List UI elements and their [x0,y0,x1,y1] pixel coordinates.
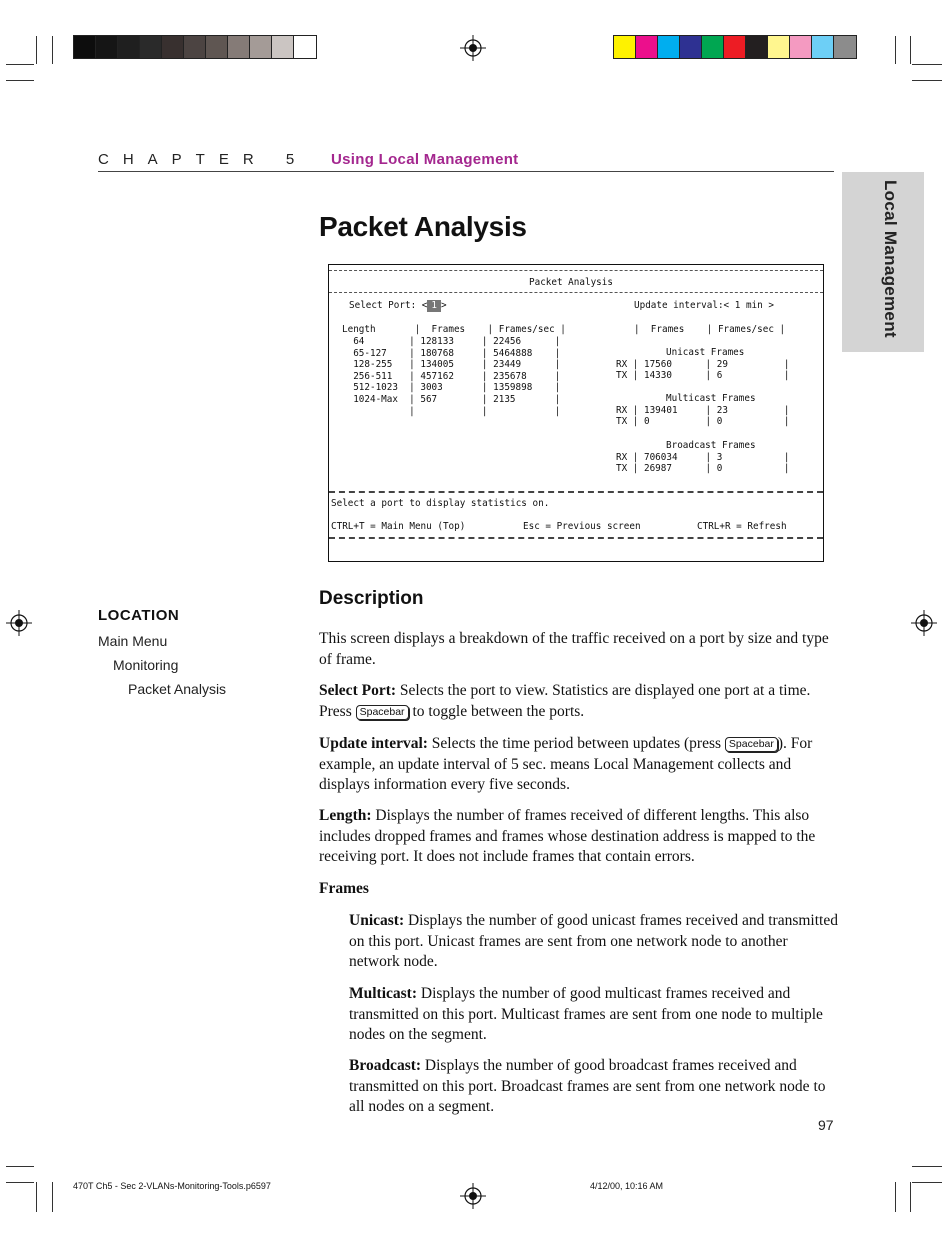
process-color-swatch [768,36,790,58]
process-color-swatch [746,36,768,58]
update-interval-field[interactable]: Update interval:< 1 min > [634,300,774,311]
hotkey-refresh[interactable]: CTRL+R = Refresh [697,521,787,532]
grayscale-swatch [272,36,294,58]
length-table-row: 256-511 | 457162 | 235678 | [342,370,561,382]
length-table-row: 512-1023 | 3003 | 1359898 | [342,382,561,394]
process-color-swatch [614,36,636,58]
page-title: Packet Analysis [319,211,527,242]
footer-date: 4/12/00, 10:16 AM [590,1181,664,1191]
side-tab-label: Local Management [881,180,900,338]
broadcast-tx-row: TX | 26987 | 0 | [616,463,790,474]
grayscale-swatch [228,36,250,58]
length-table-header: Length | Frames | Frames/sec | [342,324,566,335]
header-rule [98,171,834,172]
terminal-title: Packet Analysis [529,277,613,288]
process-color-bar [613,35,857,59]
terminal-screenshot [328,264,824,562]
location-item-packet-analysis: Packet Analysis [128,681,227,697]
hotkey-previous-screen[interactable]: Esc = Previous screen [523,521,641,532]
terminal-divider [329,270,823,271]
length-term: Length: [319,807,372,824]
broadcast-title: Broadcast Frames [666,440,756,451]
multicast-tx-row: TX | 0 | 0 | [616,416,790,427]
footer-filename: 470T Ch5 - Sec 2-VLANs-Monitoring-Tools.p6597 [73,1181,271,1191]
registration-mark-icon [6,610,32,636]
grayscale-swatch [74,36,96,58]
select-port-term: Select Port: [319,682,397,699]
intro-paragraph: This screen displays a breakdown of the traffic received on a port by size and type of frame. [319,630,829,668]
status-message: Select a port to display statistics on. [331,498,550,509]
location-item-monitoring: Monitoring [113,657,179,673]
multicast-paragraph: Multicast: Displays the number of good multicast frames received and transmitted on this port. Multicast frames are sent from one node to multiple nodes on the segment. [349,985,823,1043]
process-color-swatch [680,36,702,58]
frame-type-header: | Frames | Frames/sec | [634,324,786,335]
process-color-swatch [790,36,812,58]
page-number: 97 [818,1117,834,1133]
broadcast-paragraph: Broadcast: Displays the number of good broadcast frames received and transmitted on this port. Broadcast frames are sent from one network node to all nodes on a segment. [349,1057,826,1115]
spacebar-key-icon: Spacebar [356,705,409,720]
grayscale-color-bar [73,35,317,59]
terminal-divider [329,292,823,293]
description-heading: Description [319,588,424,609]
broadcast-rx-row: RX | 706034 | 3 | [616,452,790,463]
registration-mark-icon [460,35,486,61]
spacebar-key-icon: Spacebar [725,737,778,752]
hotkey-main-menu[interactable]: CTRL+T = Main Menu (Top) [331,521,466,532]
grayscale-swatch [162,36,184,58]
length-paragraph: Length: Displays the number of frames received of different lengths. This also includes dropped frames and frames whose destination address is mapped to the receiving port. It does not include frames that contain errors. [319,807,816,865]
grayscale-swatch [96,36,118,58]
location-title: LOCATION [98,607,180,624]
process-color-swatch [724,36,746,58]
multicast-rx-row: RX | 139401 | 23 | [616,405,790,416]
grayscale-swatch [250,36,272,58]
process-color-swatch [812,36,834,58]
unicast-rx-row: RX | 17560 | 29 | [616,359,790,370]
select-port-field[interactable] [349,300,447,312]
grayscale-swatch [294,36,316,58]
select-port-paragraph: Select Port: Selects the port to view. Statistics are displayed one port at a time. Press Spacebar to toggle between the ports. [319,682,811,720]
length-table-row: 64 | 128133 | 22456 | [342,336,561,347]
registration-mark-icon [911,610,937,636]
grayscale-swatch [184,36,206,58]
side-tab [842,172,924,352]
select-port-close: > [440,300,447,311]
select-port-value[interactable]: 1 [427,300,441,312]
update-interval-paragraph: Update interval: Selects the time period between updates (press Spacebar ). For example, an update interval of 5 sec. means Local Management collects and displays information every five seconds. [319,735,813,793]
chapter-title: Using Local Management [331,151,519,168]
broadcast-term: Broadcast: [349,1057,422,1074]
process-color-swatch [834,36,856,58]
select-port-label: Select Port: < [349,300,428,311]
registration-mark-icon [460,1183,486,1209]
frames-heading: Frames [319,880,369,897]
process-color-swatch [658,36,680,58]
terminal-divider [329,537,823,539]
length-table-row: 128-255 | 134005 | 23449 | [342,359,561,371]
unicast-tx-row: TX | 14330 | 6 | [616,370,790,381]
terminal-divider [329,491,823,493]
grayscale-swatch [118,36,140,58]
unicast-term: Unicast: [349,912,405,929]
length-table-row: 1024-Max | 567 | 2135 | [342,394,561,405]
multicast-term: Multicast: [349,985,418,1002]
update-interval-term: Update interval: [319,735,428,752]
process-color-swatch [702,36,724,58]
unicast-paragraph: Unicast: Displays the number of good unicast frames received and transmitted on this port. Unicast frames are sent from one network node to another network node. [349,912,838,970]
length-table-row: | | | [342,405,561,417]
process-color-swatch [636,36,658,58]
grayscale-swatch [140,36,162,58]
chapter-label: CHAPTER 5 [98,151,309,168]
unicast-title: Unicast Frames [666,347,745,358]
multicast-title: Multicast Frames [666,393,756,404]
location-item-main-menu: Main Menu [98,633,168,649]
length-table-row: 65-127 | 180768 | 5464888 | [342,347,561,359]
grayscale-swatch [206,36,228,58]
